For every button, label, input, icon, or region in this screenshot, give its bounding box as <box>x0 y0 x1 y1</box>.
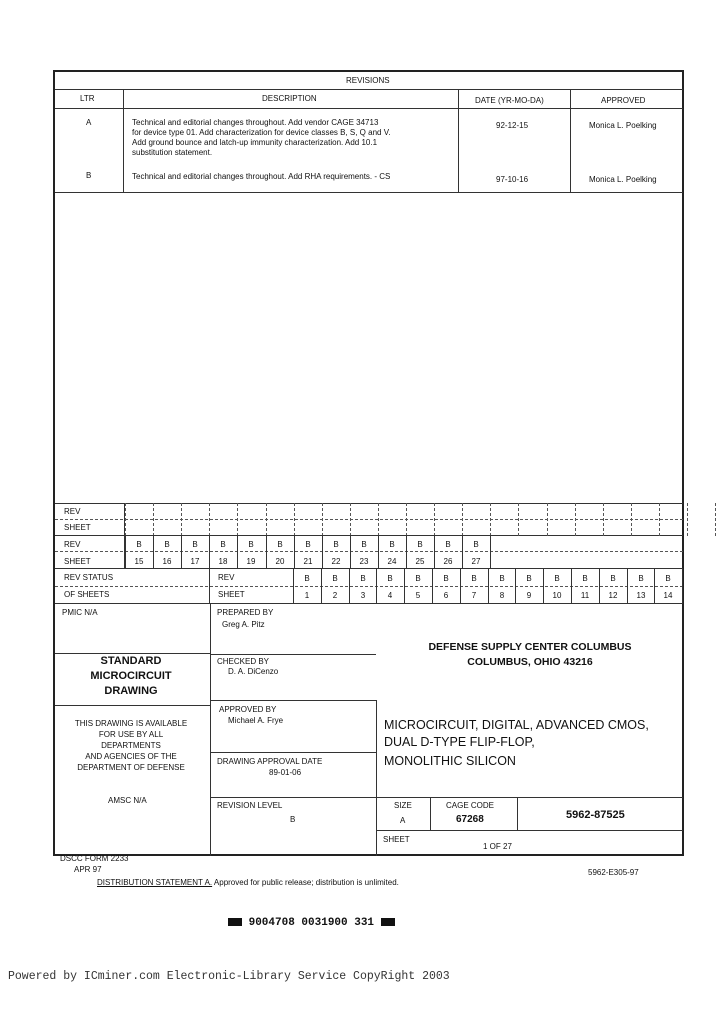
sheet-label: SHEET <box>64 523 91 532</box>
status-rev-cell: B <box>277 540 283 549</box>
agency-name: DEFENSE SUPPLY CENTER COLUMBUS <box>428 641 632 653</box>
rule <box>55 551 683 552</box>
rule <box>406 503 407 536</box>
rule <box>603 503 604 536</box>
rule <box>55 535 683 536</box>
status-sheet-cell: 23 <box>359 557 369 566</box>
status-rev-cell: B <box>499 574 505 583</box>
drawing-title-line: MICROCIRCUIT, DIGITAL, ADVANCED CMOS, <box>384 718 649 732</box>
status-rev-cell: B <box>304 574 310 583</box>
status-sheet-cell: 10 <box>552 591 562 600</box>
status-rev-cell: B <box>665 574 671 583</box>
status-sheet-cell: 1 <box>304 591 310 600</box>
status-rev-cell: B <box>220 540 226 549</box>
status-sheet-cell: 21 <box>303 557 313 566</box>
col-header-ltr: LTR <box>80 94 95 103</box>
of-sheets-label: OF SHEETS <box>64 590 110 599</box>
standard-line: MICROCIRCUIT <box>90 670 172 682</box>
checked-by-label: CHECKED BY <box>217 657 270 666</box>
cage-code-label: CAGE CODE <box>446 801 495 810</box>
rule <box>123 89 124 193</box>
size-label: SIZE <box>394 801 412 810</box>
standard-microcircuit-drawing <box>58 654 204 699</box>
size-value: A <box>400 816 406 825</box>
rule <box>266 503 267 536</box>
rule <box>55 603 683 604</box>
status-sheet-cell: 8 <box>499 591 505 600</box>
prepared-by-label: PREPARED BY <box>217 608 274 617</box>
rule <box>55 705 211 706</box>
rule <box>210 654 376 655</box>
approved-by-label: APPROVED BY <box>219 705 277 714</box>
status-rev-cell: B <box>445 540 451 549</box>
status-sheet-cell: 22 <box>331 557 341 566</box>
revision-level: B <box>290 815 296 824</box>
drawing-number: 5962-87525 <box>566 809 625 821</box>
distribution-text: Approved for public release; distribution is unlimited. <box>212 878 399 887</box>
status-sheet-cell: 4 <box>387 591 393 600</box>
availability-line: DEPARTMENTS <box>101 741 161 750</box>
barcode-text: 9004708 0031900 331 <box>248 917 375 929</box>
form-date: APR 97 <box>74 865 102 874</box>
status-rev-cell: B <box>248 540 254 549</box>
status-rev-cell: B <box>443 574 449 583</box>
rule <box>462 503 463 536</box>
status-rev-cell: B <box>361 540 367 549</box>
rule <box>715 503 716 536</box>
revision-description-line: Technical and editorial changes throughout. Add RHA requirements. - CS <box>132 172 391 181</box>
revision-date: 92-12-15 <box>496 121 529 130</box>
rule <box>631 503 632 536</box>
col-header-approved: APPROVED <box>601 96 646 105</box>
rule <box>687 503 688 536</box>
revision-description-line: Technical and editorial changes throughout. Add vendor CAGE 34713 <box>132 118 379 127</box>
status-sheet-cell: 27 <box>471 557 481 566</box>
rule <box>430 797 431 831</box>
availability-line: AND AGENCIES OF THE <box>85 752 177 761</box>
status-sheet-cell: 7 <box>471 591 477 600</box>
status-rev-cell: B <box>415 574 421 583</box>
rev-status-label: REV STATUS <box>64 573 114 582</box>
status-rev-cell: B <box>526 574 532 583</box>
distribution-label: DISTRIBUTION STATEMENT A. <box>97 878 213 887</box>
revisions-title: REVISIONS <box>346 76 390 85</box>
amsc: AMSC N/A <box>108 796 147 805</box>
distribution-statement <box>97 878 399 888</box>
barcode <box>228 916 395 930</box>
status-rev-cell: B <box>192 540 198 549</box>
rule <box>55 503 683 504</box>
agency-address: COLUMBUS, OHIO 43216 <box>467 656 593 668</box>
rule <box>659 503 660 536</box>
rule <box>210 797 683 798</box>
sheet-label: SHEET <box>64 557 91 566</box>
status-sheet-cell: 18 <box>218 557 228 566</box>
revision-description-line: Add ground bounce and latch-up immunity characterization. Add 10.1 <box>132 138 378 147</box>
prepared-by: Greg A. Pitz <box>222 620 265 629</box>
status-rev-cell: B <box>136 540 142 549</box>
status-rev-cell: B <box>638 574 644 583</box>
approved-by: Michael A. Frye <box>228 716 284 725</box>
status-sheet-cell: 5 <box>415 591 421 600</box>
status-sheet-cell: 11 <box>580 591 590 600</box>
status-sheet-cell: 20 <box>275 557 285 566</box>
rule <box>210 752 376 753</box>
rev-label: REV <box>64 507 81 516</box>
rule <box>237 503 238 536</box>
rule <box>517 797 518 831</box>
standard-line: DRAWING <box>104 685 158 697</box>
sheet-label: SHEET <box>218 590 245 599</box>
rule <box>376 830 683 831</box>
revision-level-label: REVISION LEVEL <box>217 801 283 810</box>
rule <box>181 503 182 536</box>
status-rev-cell: B <box>333 540 339 549</box>
rule <box>125 503 126 536</box>
rule <box>682 568 683 604</box>
status-sheet-cell: 17 <box>190 557 200 566</box>
drawing-title-line: MONOLITHIC SILICON <box>384 754 516 768</box>
standard-line: STANDARD <box>100 655 162 667</box>
status-rev-cell: B <box>332 574 338 583</box>
rule <box>376 700 377 856</box>
status-rev-cell: B <box>471 574 477 583</box>
revision-approver: Monica L. Poelking <box>589 175 657 184</box>
rule <box>490 535 491 568</box>
status-sheet-cell: 16 <box>162 557 172 566</box>
status-sheet-cell: 14 <box>663 591 673 600</box>
pmic: PMIC N/A <box>62 608 98 617</box>
col-header-description: DESCRIPTION <box>262 94 317 103</box>
revision-approver: Monica L. Poelking <box>589 121 657 130</box>
revision-date: 97-10-16 <box>496 175 529 184</box>
approval-date: 89-01-06 <box>269 768 302 777</box>
rule <box>55 89 683 90</box>
availability-line: FOR USE BY ALL <box>98 730 164 739</box>
rule <box>350 503 351 536</box>
rule <box>570 89 571 193</box>
status-sheet-cell: 15 <box>134 557 144 566</box>
rule <box>547 503 548 536</box>
rule <box>153 503 154 536</box>
col-header-date: DATE (YR-MO-DA) <box>475 96 544 105</box>
rule <box>209 568 210 604</box>
status-rev-cell: B <box>473 540 479 549</box>
rule <box>294 503 295 536</box>
drawing-title-line: DUAL D-TYPE FLIP-FLOP, <box>384 735 535 749</box>
status-rev-cell: B <box>610 574 616 583</box>
status-sheet-cell: 9 <box>526 591 532 600</box>
revision-description-line: substitution statement. <box>132 148 213 157</box>
status-rev-cell: B <box>387 574 393 583</box>
rule <box>322 503 323 536</box>
rule <box>490 503 491 536</box>
rev-label: REV <box>64 540 81 549</box>
revision-description-line: for device type 01. Add characterization for device classes B, S, Q and V. <box>132 128 391 137</box>
powered-by: Powered by ICminer.com Electronic-Library Service CopyRight 2003 <box>8 970 450 983</box>
rule <box>55 519 683 520</box>
availability-line: DEPARTMENT OF DEFENSE <box>77 763 185 772</box>
rule <box>434 503 435 536</box>
status-rev-cell: B <box>164 540 170 549</box>
rule <box>55 568 683 569</box>
rule <box>378 503 379 536</box>
agency-block <box>400 640 660 670</box>
form-number: DSCC FORM 2233 <box>60 854 129 863</box>
status-sheet-cell: 26 <box>443 557 453 566</box>
status-sheet-cell: 13 <box>636 591 646 600</box>
sheet-of: 1 OF 27 <box>483 842 512 851</box>
barcode-block <box>381 918 395 926</box>
document-id: 5962-E305-97 <box>588 868 639 877</box>
rule <box>55 586 683 587</box>
rule <box>458 89 459 193</box>
status-rev-cell: B <box>389 540 395 549</box>
checked-by: D. A. DiCenzo <box>228 667 279 676</box>
rule <box>209 503 210 536</box>
sheet-label: SHEET <box>383 835 410 844</box>
status-sheet-cell: 2 <box>332 591 338 600</box>
revision-letter: B <box>86 171 92 180</box>
rule <box>55 192 683 193</box>
rule <box>518 503 519 536</box>
status-rev-cell: B <box>582 574 588 583</box>
cage-code: 67268 <box>456 814 484 825</box>
status-sheet-cell: 3 <box>360 591 366 600</box>
status-sheet-cell: 24 <box>387 557 397 566</box>
rule <box>55 108 683 109</box>
status-rev-cell: B <box>360 574 366 583</box>
status-sheet-cell: 25 <box>415 557 425 566</box>
status-sheet-cell: 12 <box>608 591 618 600</box>
availability-line: THIS DRAWING IS AVAILABLE <box>74 719 188 728</box>
status-sheet-cell: 6 <box>443 591 449 600</box>
rule <box>210 603 211 856</box>
status-rev-cell: B <box>417 540 423 549</box>
revision-letter: A <box>86 118 92 127</box>
barcode-block <box>228 918 242 926</box>
availability-statement <box>58 718 204 773</box>
status-rev-cell: B <box>305 540 311 549</box>
rev-label: REV <box>218 573 235 582</box>
rule <box>210 700 376 701</box>
status-rev-cell: B <box>554 574 560 583</box>
status-sheet-cell: 19 <box>246 557 256 566</box>
approval-date-label: DRAWING APPROVAL DATE <box>217 757 323 766</box>
rule <box>575 503 576 536</box>
